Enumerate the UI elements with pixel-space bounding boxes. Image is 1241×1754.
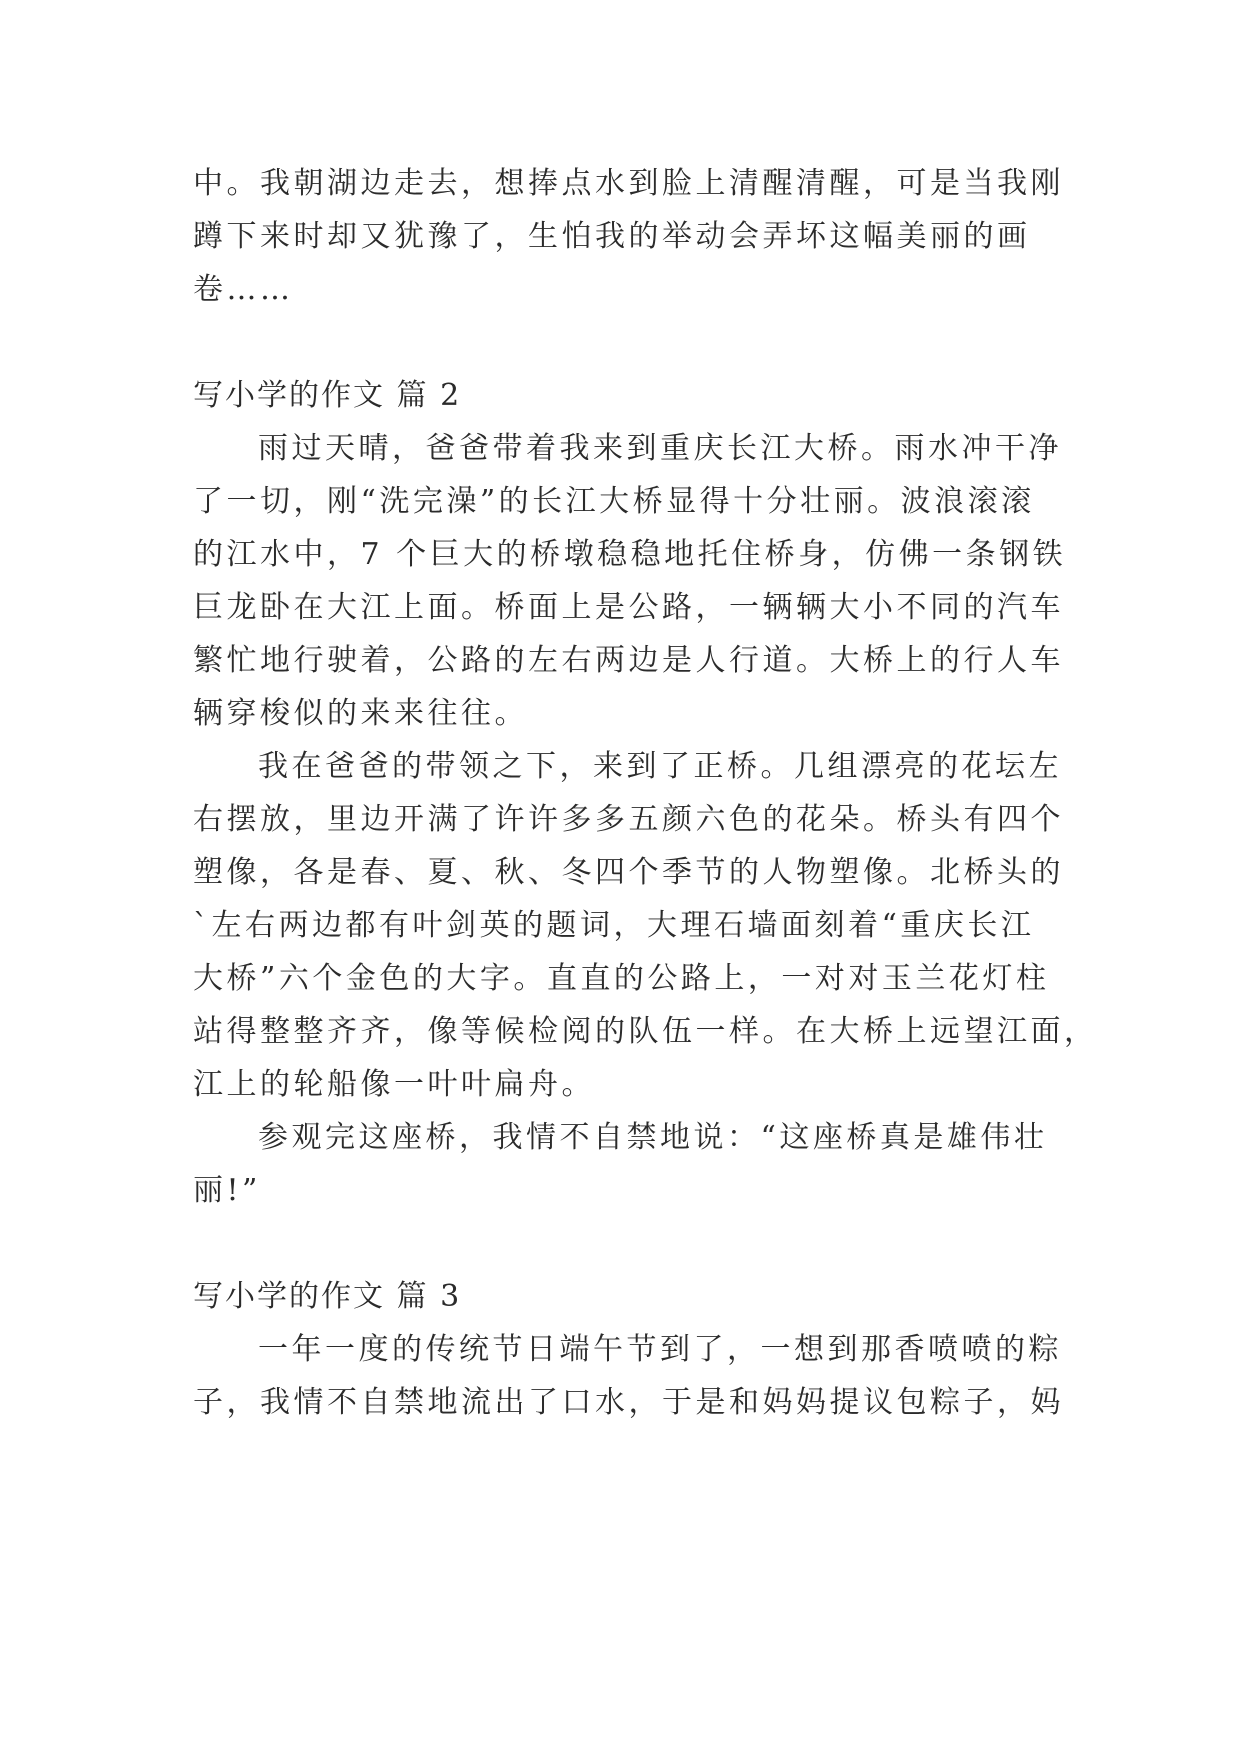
- paragraph-line: 右摆放，里边开满了许许多多五颜六色的花朵。桥头有四个: [193, 802, 1064, 837]
- paragraph-line: 了一切，刚“洗完澡”的长江大桥显得十分壮丽。波浪滚滚: [193, 484, 1035, 519]
- paragraph-line: 江上的轮船像一叶叶扁舟。: [193, 1067, 595, 1102]
- paragraph-line: 塑像，各是春、夏、秋、冬四个季节的人物塑像。北桥头的: [193, 855, 1064, 890]
- paragraph-line: 丽!”: [193, 1173, 261, 1208]
- paragraph-line: 卷……: [193, 272, 294, 307]
- paragraph-line: 中。我朝湖边走去，想捧点水到脸上清醒清醒，可是当我刚: [193, 166, 1064, 201]
- paragraph-line: 站得整整齐齐，像等候检阅的队伍一样。在大桥上远望江面，: [193, 1014, 1098, 1049]
- paragraph-line: 大桥”六个金色的大字。直直的公路上，一对对玉兰花灯柱: [193, 961, 1050, 996]
- section-heading: 写小学的作文 篇 3: [193, 1279, 462, 1314]
- paragraph-line: 的江水中，7 个巨大的桥墩稳稳地托住桥身，仿佛一条钢铁: [193, 537, 1067, 572]
- paragraph-line: 我在爸爸的带领之下，来到了正桥。几组漂亮的花坛左: [258, 749, 1062, 784]
- paragraph-line: 雨过天晴，爸爸带着我来到重庆长江大桥。雨水冲干净: [258, 431, 1062, 466]
- paragraph-line: 子，我情不自禁地流出了口水，于是和妈妈提议包粽子，妈: [193, 1385, 1064, 1420]
- paragraph-line: 巨龙卧在大江上面。桥面上是公路，一辆辆大小不同的汽车: [193, 590, 1064, 625]
- paragraph-line: 繁忙地行驶着，公路的左右两边是人行道。大桥上的行人车: [193, 643, 1064, 678]
- section-heading: 写小学的作文 篇 2: [193, 378, 462, 413]
- paragraph-line: `左右两边都有叶剑英的题词，大理石墙面刻着“重庆长江: [193, 908, 1035, 943]
- paragraph-line: 蹲下来时却又犹豫了，生怕我的举动会弄坏这幅美丽的画: [193, 219, 1031, 254]
- paragraph-line: 一年一度的传统节日端午节到了，一想到那香喷喷的粽: [258, 1332, 1062, 1367]
- paragraph-line: 辆穿梭似的来来往往。: [193, 696, 528, 731]
- paragraph-line: 参观完这座桥，我情不自禁地说：“这座桥真是雄伟壮: [258, 1120, 1048, 1155]
